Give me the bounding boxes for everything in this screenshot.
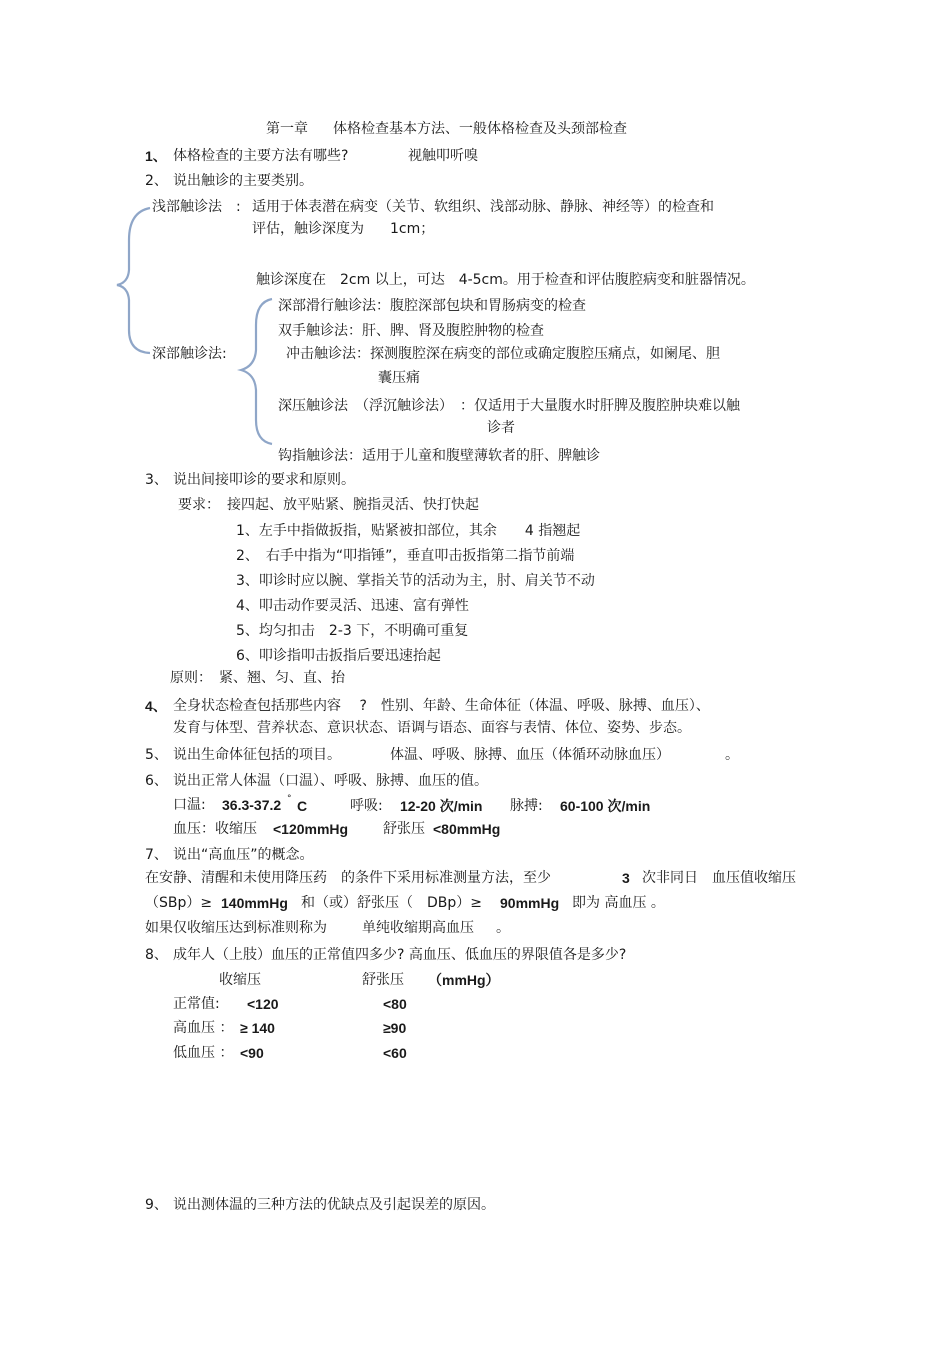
q5-end: 。 [725,747,739,763]
col-header-unit: （mmHg） [428,972,500,988]
q3-question: 说出间接叩诊的要求和原则。 [173,472,355,488]
temp-unit: C [297,798,308,814]
deep-item-hook: 钩指触诊法：适用于儿童和腹壁薄软者的肝、脾触诊 [278,448,600,464]
diastolic-value: <80mmHg [433,821,501,837]
q1-answer: 视触叩听嗅 [408,148,478,164]
pulse-label: 脉搏: [510,798,543,814]
q3-number: 3、 [145,472,168,488]
row-label-hypotension: 低血压 ： [173,1045,234,1061]
q3-step: 4、叩击动作要灵活、迅速、富有弹性 [236,598,469,614]
deep-item-ballottement-cont: 囊压痛 [378,370,420,386]
q4-line1: 全身状态检查包括那些内容 ? 性别、年龄、生命体征（体温、呼吸、脉搏、血压）、 [173,698,710,714]
deep-palpation-label: 深部触诊法: [152,346,227,362]
chapter-number: 第一章 [266,121,308,137]
q7-sbp-threshold: 140mmHg [221,895,288,911]
shallow-desc-line1: 适用于体表潜在病变（关节、软组织、浅部动脉、静脉、神经等）的检查和 [252,199,714,215]
q7-def-line2-mid: 和（或）舒张压（ DBp）≥ [301,895,483,911]
row-hypertension-diastolic: ≥90 [383,1020,407,1036]
deep-item-deep-press-cont: 诊者 [487,420,515,436]
q3-principle: 原则： 紧、翘、匀、直、抬 [170,670,345,686]
q8-number: 8、 [145,947,168,963]
col-header-diastolic: 舒张压 [362,972,404,988]
oral-temp-label: 口温: [173,797,206,813]
q8-question: 成年人（上肢）血压的正常值四多少? 高血压、低血压的界限值各是多少? [173,947,627,963]
q5-number: 5、 [145,747,168,763]
q7-def-line2-end: 即为 高血压 。 [572,895,665,911]
q5-question: 说出生命体征包括的项目。 [173,747,341,763]
row-hypotension-diastolic: <60 [383,1045,407,1061]
q9-question: 说出测体温的三种方法的优缺点及引起误差的原因。 [173,1197,495,1213]
q7-def-line1: 在安静、清醒和未使用降压药 的条件下采用标准测量方法，至少 [145,870,551,886]
row-label-normal: 正常值: [173,996,220,1012]
q2-question: 说出触诊的主要类别。 [173,173,313,189]
deep-item-deep-press: 深压触诊法 （浮沉触诊法） ：仅适用于大量腹水时肝脾及腹腔肿块难以触 [278,398,740,414]
q7-def-line2: （SBp）≥ [145,895,213,911]
q4-line2: 发育与体型、营养状态、意识状态、语调与语态、面容与表情、体位、姿势、步态。 [173,720,691,736]
q4-number: 4、 [145,698,167,714]
oral-temp-value: 36.3-37.2 [222,797,282,813]
q7-dbp-threshold: 90mmHg [500,895,560,911]
q5-answer: 体温、呼吸、脉搏、血压（体循环动脉血压） [390,747,670,763]
q7-number: 7、 [145,847,168,863]
row-label-hypertension: 高血压 ： [173,1020,234,1036]
q1-number: 1、 [145,148,167,164]
deep-item-sliding: 深部滑行触诊法：腹腔深部包块和胃肠病变的检查 [278,298,586,314]
diastolic-label: 舒张压 [383,821,425,837]
row-normal-diastolic: <80 [383,996,407,1012]
q3-requirements: 要求： 接四起、放平贴紧、腕指灵活、快打快起 [178,497,479,513]
q7-isolated-systolic: 单纯收缩期高血压 [362,920,474,936]
q2-number: 2、 [145,173,168,189]
q7-def-count: 3 [622,870,630,886]
respiration-label: 呼吸: [350,798,383,814]
q7-def-line3-end: 。 [496,920,510,936]
q3-step: 5、均匀扣击 2-3 下，不明确可重复 [236,623,469,639]
q3-step: 3、叩诊时应以腕、掌指关节的活动为主，肘、肩关节不动 [236,573,595,589]
systolic-value: <120mmHg [273,821,349,837]
row-normal-systolic: <120 [247,996,279,1012]
q7-def-line3: 如果仅收缩压达到标准则称为 [145,920,327,936]
pulse-value: 60-100 次/min [560,798,651,814]
row-hypertension-systolic: ≥ 140 [240,1020,275,1036]
deep-item-ballottement: 冲击触诊法：探测腹腔深在病变的部位或确定腹腔压痛点，如阑尾、胆 [286,346,720,362]
q1-question: 体格检查的主要方法有哪些? [173,148,349,164]
respiration-value: 12-20 次/min [400,798,483,814]
degree-sign: ° [287,794,292,804]
col-header-systolic: 收缩压 [219,972,261,988]
page-title: 体格检查基本方法、一般体格检查及头颈部检查 [333,121,627,137]
bp-label: 血压：收缩压 [173,821,257,837]
q6-number: 6、 [145,773,168,789]
shallow-colon: : [236,199,241,215]
q7-question: 说出“高血压”的概念。 [173,847,314,863]
q3-step: 6、叩诊指叩击扳指后要迅速抬起 [236,648,441,664]
deep-item-bimanual: 双手触诊法：肝、脾、肾及腹腔肿物的检查 [278,323,544,339]
q3-step: 1、左手中指做扳指，贴紧被扣部位，其余 4 指翘起 [236,523,581,539]
row-hypotension-systolic: <90 [240,1045,264,1061]
q3-step: 2、 右手中指为“叩指锤”，垂直叩击扳指第二指节前端 [236,548,575,564]
q9-number: 9、 [145,1197,168,1213]
q6-question: 说出正常人体温（口温）、呼吸、脉搏、血压的值。 [173,773,488,789]
shallow-palpation-label: 浅部触诊法 [152,199,222,215]
shallow-depth: 1cm； [390,221,435,237]
shallow-desc-line2: 评估，触诊深度为 [252,221,364,237]
deep-intro: 触诊深度在 2cm 以上，可达 4-5cm。用于检查和评估腹腔病变和脏器情况。 [256,272,755,288]
q7-def-line1-end: 次非同日 血压值收缩压 [642,870,796,886]
